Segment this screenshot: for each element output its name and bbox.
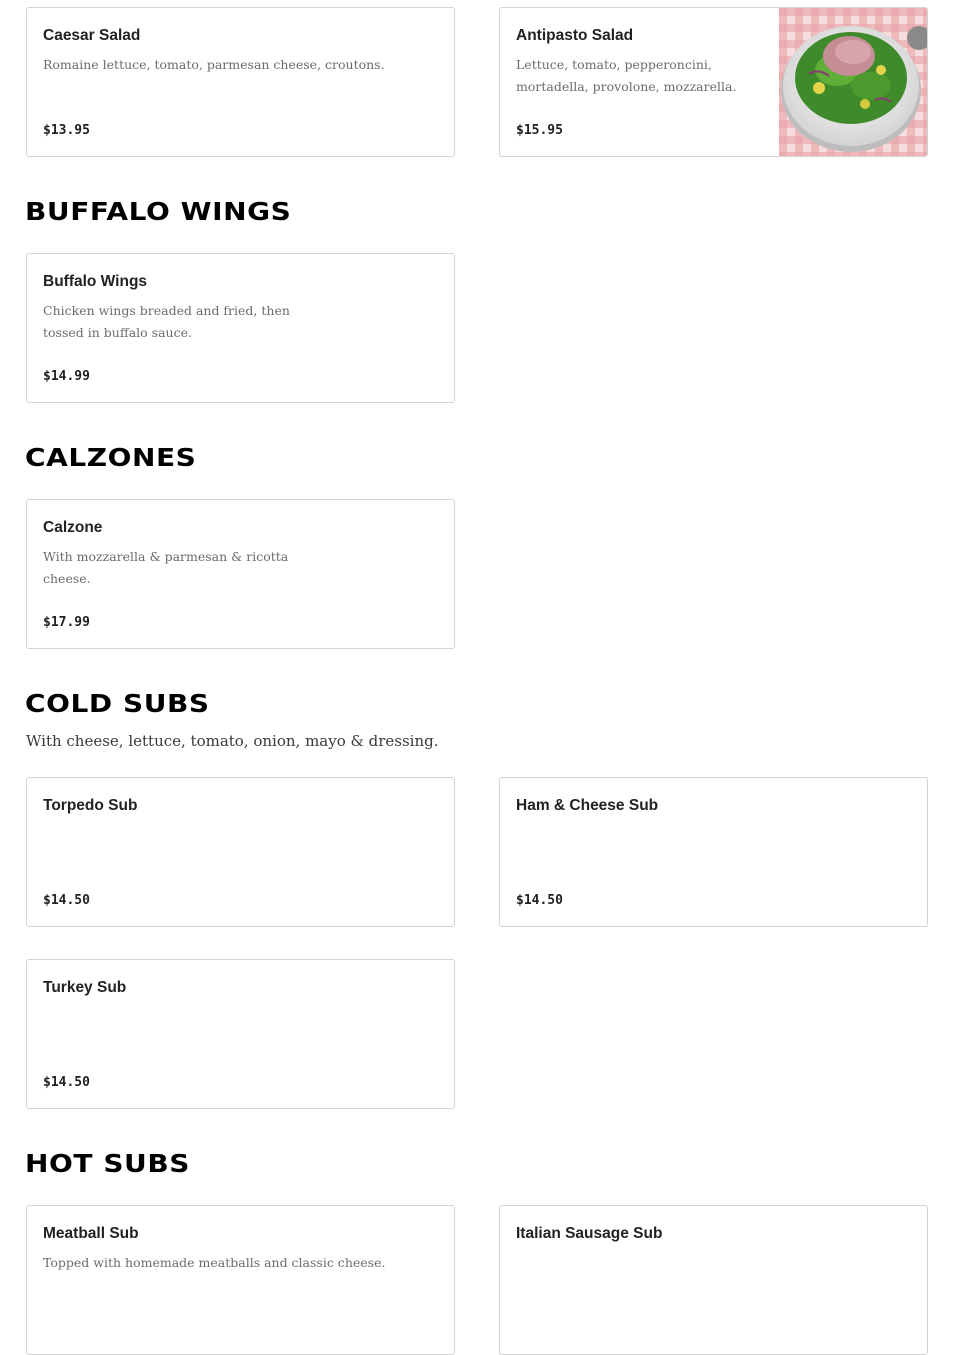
menu-item-calzone[interactable]: [26, 499, 455, 649]
item-name: Antipasto Salad: [516, 27, 634, 44]
item-price: $17.99: [43, 615, 90, 630]
item-description: With mozzarella & parmesan & ricotta cheese.: [43, 549, 289, 586]
section-title-cold-subs: COLD SUBS: [25, 689, 210, 718]
menu-item-italian-sausage-sub[interactable]: [499, 1205, 928, 1355]
section-title-calzones: CALZONES: [25, 443, 197, 472]
item-name: Torpedo Sub: [43, 797, 138, 814]
item-description: Topped with homemade meatballs and classic cheese.: [43, 1255, 386, 1270]
menu-item-ham-cheese-sub[interactable]: [499, 777, 928, 927]
section-title-buffalo-wings: BUFFALO WINGS: [25, 197, 292, 226]
item-price: $14.50: [43, 1075, 90, 1090]
section-description-cold-subs: With cheese, lettuce, tomato, onion, mayo & dressing.: [26, 732, 439, 750]
menu-item-antipasto-salad[interactable]: [499, 7, 928, 157]
item-name: Italian Sausage Sub: [516, 1225, 663, 1242]
menu-item-buffalo-wings[interactable]: [26, 253, 455, 403]
item-price: $13.95: [43, 123, 90, 138]
section-title-hot-subs: HOT SUBS: [25, 1149, 190, 1178]
menu-item-torpedo-sub[interactable]: [26, 777, 455, 927]
menu-item-meatball-sub[interactable]: [26, 1205, 455, 1355]
item-price: $14.99: [43, 369, 90, 384]
item-name: Buffalo Wings: [43, 273, 148, 290]
antipasto-salad-photo: [779, 8, 927, 156]
item-description: Lettuce, tomato, pepperoncini, mortadella, provolone, mozzarella.: [516, 57, 737, 94]
menu-item-turkey-sub[interactable]: [26, 959, 455, 1109]
item-name: Turkey Sub: [43, 979, 127, 996]
item-description: Romaine lettuce, tomato, parmesan cheese, croutons.: [43, 57, 385, 72]
item-description: Chicken wings breaded and fried, then tossed in buffalo sauce.: [43, 303, 290, 340]
item-name: Meatball Sub: [43, 1225, 139, 1242]
item-name: Ham & Cheese Sub: [516, 797, 659, 814]
item-price: $14.50: [516, 893, 563, 908]
item-price: $15.95: [516, 123, 563, 138]
item-name: Caesar Salad: [43, 27, 141, 44]
menu-item-caesar-salad[interactable]: [26, 7, 455, 157]
item-price: $14.50: [43, 893, 90, 908]
item-name: Calzone: [43, 519, 103, 536]
